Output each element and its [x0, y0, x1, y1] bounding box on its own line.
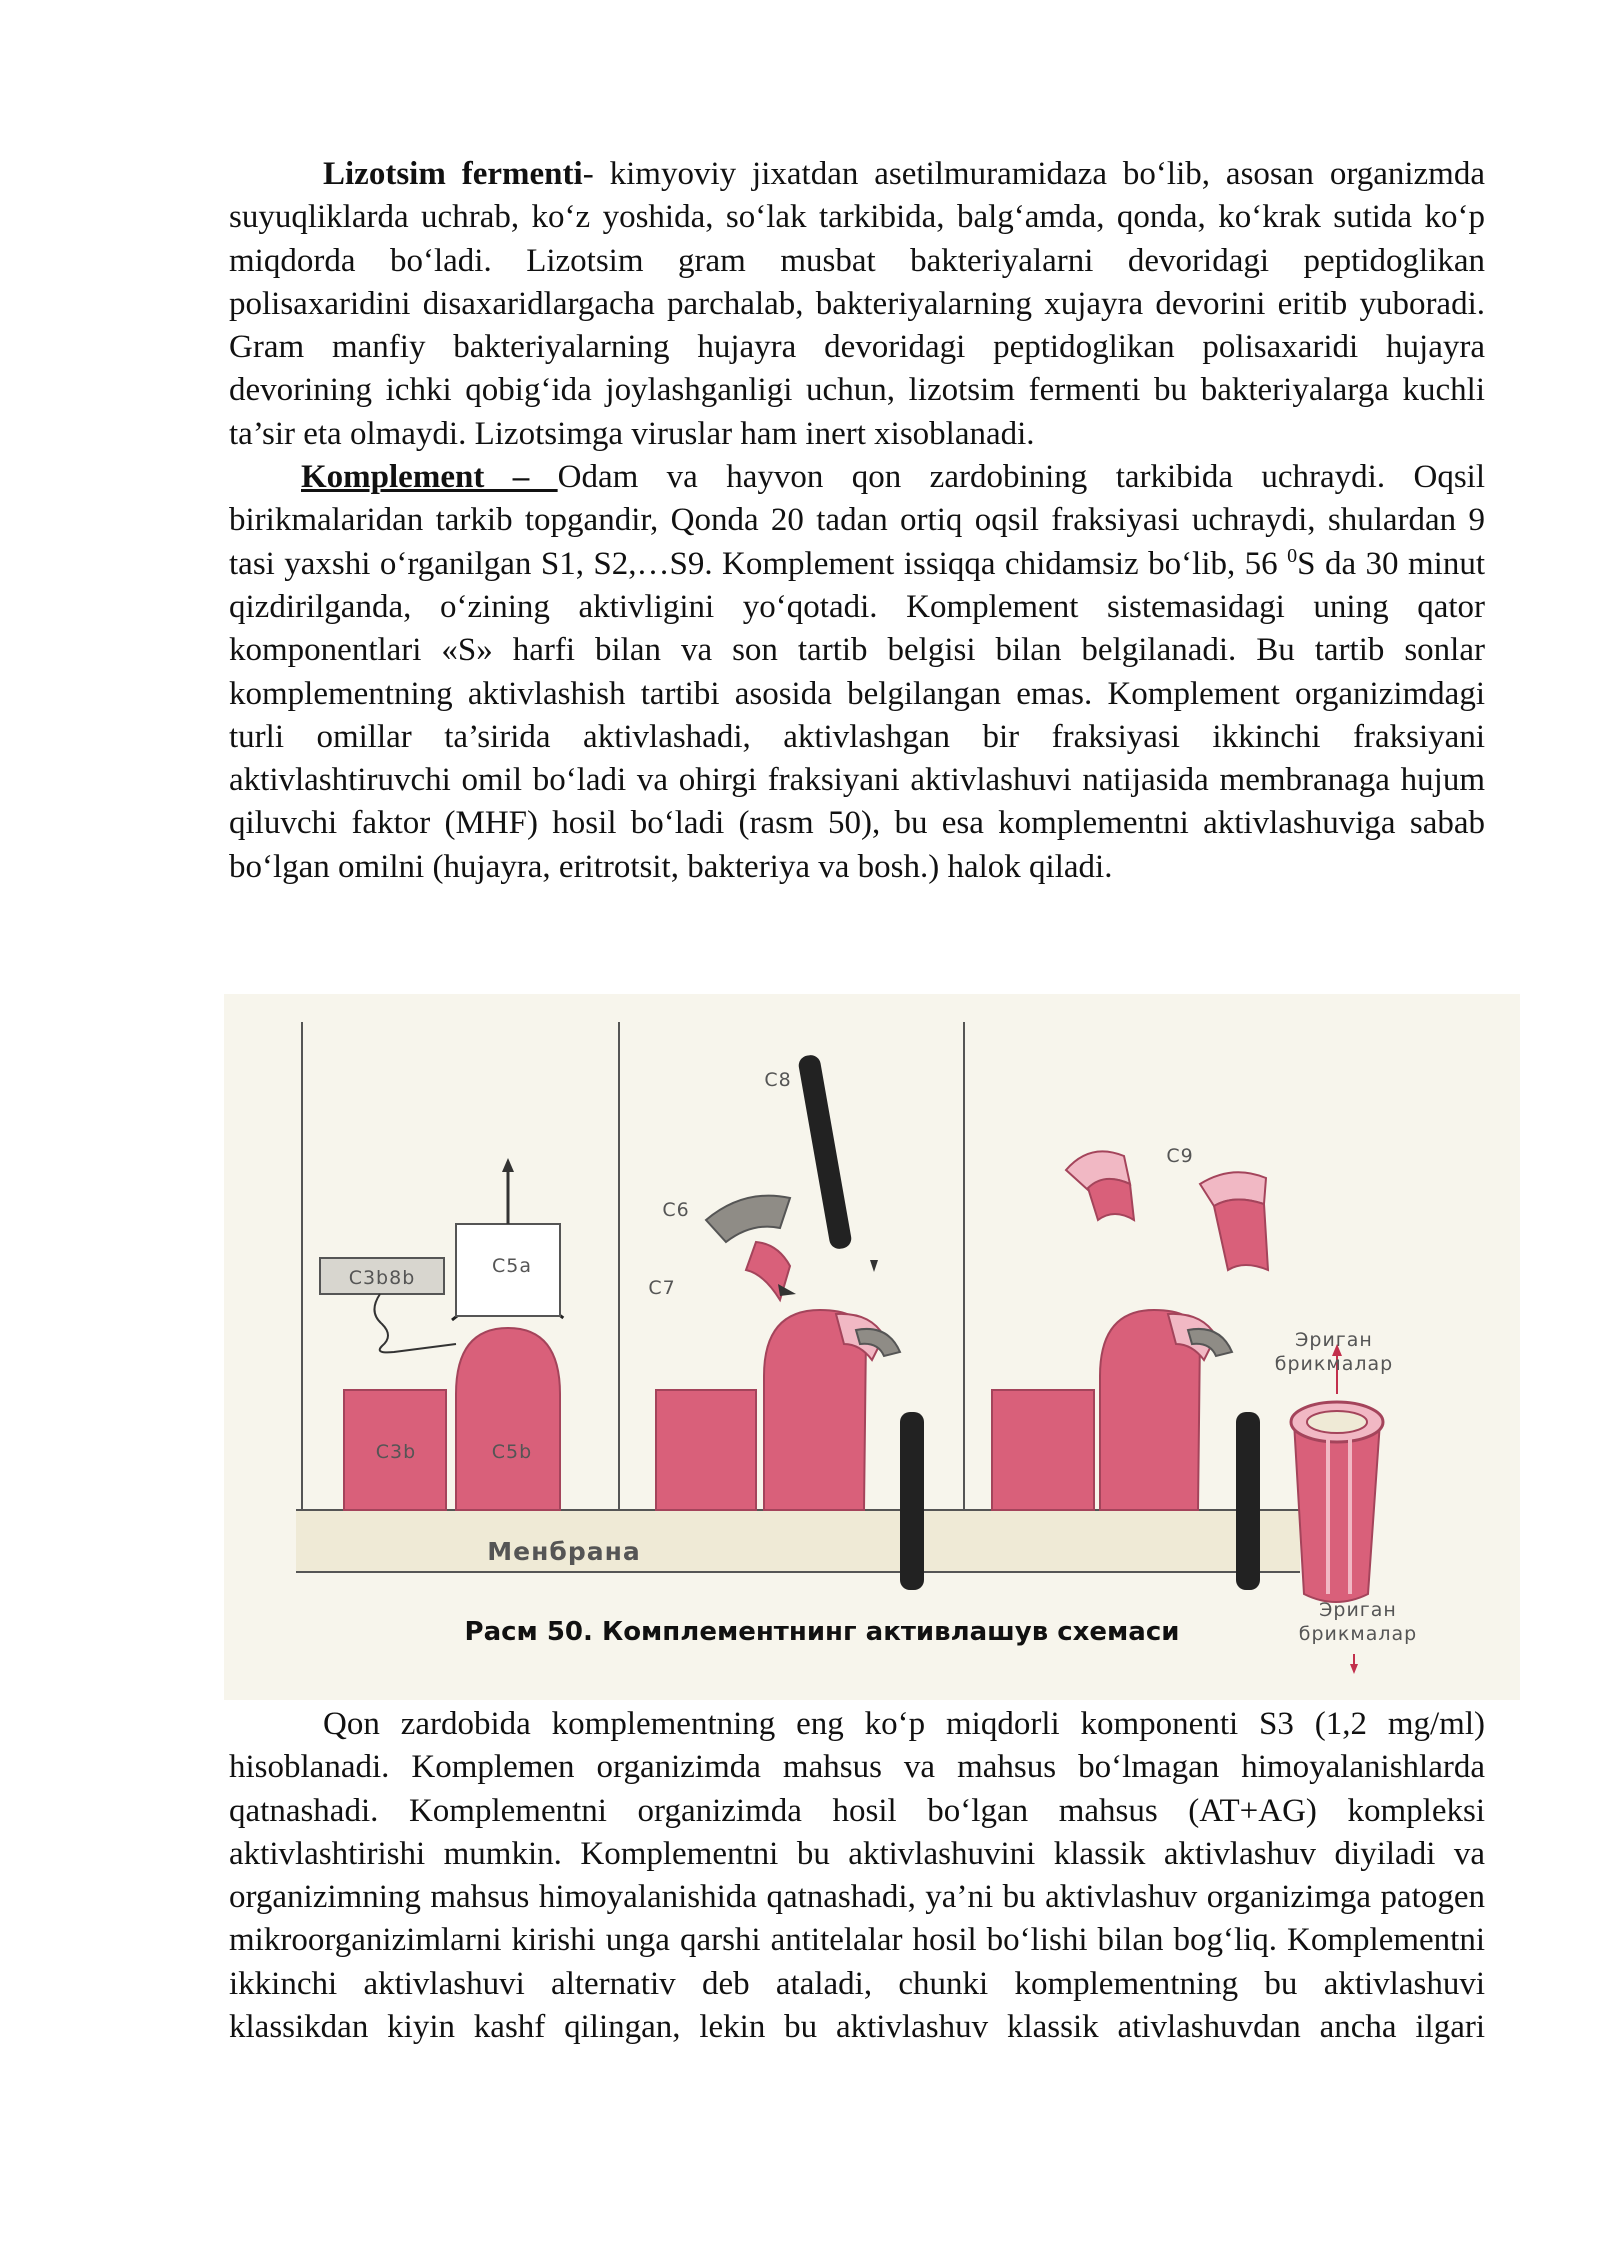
c9-fragment-2b: [1214, 1199, 1268, 1270]
paragraph-lysozyme: [229, 153, 1485, 456]
complement-diagram: [224, 994, 1520, 1700]
label-c3b8b: C3b8b: [348, 1267, 416, 1289]
c7-arrow: [778, 1284, 796, 1296]
paragraph-serum: Qon zardobida komplementning eng ko‘p miqdorli komponenti S3 (1,2 mg/ml) hisoblanadi. Komplemen organizimda mahsus va mahsus bo‘lmagan himoyalanishlarda qatnashadi. Komplementni organizimda hosil bo‘lgan mahsus (AT+AG) kompleksi aktivlashtirishi mumkin. Komplementni bu aktivlashuvini klassik aktivlashuv diyiladi va organizimning mahsus himoyalanishida qatnashadi, ya’ni bu aktivlashuv organizimga patogen mikroorganizimlarni kirishi unga qarshi antitelalar hosil bo‘lishi bilan bog‘liq. Komplementni ikkinchi aktivlashuvi alternativ deb ataladi, chunki komplementning bu aktivlashuvi klassikdan kiyin kashf qilingan, lekin bu aktivlashuv klassik ativlashuvdan ancha ilgari: [229, 1706, 1485, 2046]
paragraph-complement: [229, 456, 1485, 889]
c5b-block: [456, 1328, 560, 1510]
label-dissolved-bottom-1: Эриган: [1319, 1599, 1397, 1621]
label-c7: C7: [648, 1277, 676, 1299]
text-block-top: [229, 153, 1485, 889]
c8-inserted-3: [1236, 1412, 1260, 1590]
term-complement: Komplement –: [301, 459, 558, 496]
c5a-arrow-head: [502, 1158, 514, 1172]
c3b-block-3: [992, 1390, 1094, 1510]
degree-superscript: 0: [1287, 544, 1298, 567]
efflux-arrow-bottom-head: [1350, 1664, 1358, 1674]
term-lysozyme: Lizotsim fermenti: [323, 156, 583, 192]
label-dissolved-top-1: Эриган: [1295, 1329, 1373, 1351]
label-dissolved-bottom-2: брикмалар: [1298, 1623, 1418, 1645]
c8-arrow: [870, 1260, 878, 1272]
membrane-band: [296, 1510, 1300, 1572]
mac-pore: [1294, 1422, 1380, 1602]
label-dissolved-top-2: брикмалар: [1274, 1353, 1394, 1375]
mac-pore-opening: [1307, 1411, 1367, 1433]
label-c9: C9: [1166, 1145, 1194, 1167]
paragraph-complement-text-b: S da 30 minut qizdirilganda, o‘zining aktivligini yo‘qotadi. Komplement sistemasidagi uning qator komponentlari «S» harfi bilan va son tartib belgisi bilan belgilanadi. Bu tartib sonlar komplementning aktivlashish tartibi asosida belgilangan emas. Komplement organizimdagi turli omillar ta’sirida aktivlashadi, aktivlashgan bir fraksiyasi ikkinchi fraksiyani aktivlashtiruvchi omil bo‘ladi va ohirgi fraksiyani aktivlashuvi natijasida membranaga hujum qiluvchi faktor (MHF) hosil bo‘ladi (rasm 50), bu esa komplementni aktivlashuviga sabab bo‘lgan omilni (hujayra, eritrotsit, bakteriya va bosh.) halok qiladi.: [229, 545, 1485, 885]
text-block-bottom: [229, 1703, 1485, 2049]
c3b-block-2: [656, 1390, 756, 1510]
c9-fragment-1b: [1088, 1179, 1134, 1220]
figure-caption: Расм 50. Комплементнинг активлашув схемаси: [464, 1617, 1180, 1647]
label-c8: C8: [764, 1069, 792, 1091]
label-c6: C6: [662, 1199, 690, 1221]
figure-complement-activation: [224, 994, 1520, 1700]
c3b8b-connector: [374, 1294, 456, 1352]
c6-fragment: [706, 1196, 790, 1242]
paragraph-complement-text-a: Odam va hayvon qon zardobining tarkibida uchraydi. Oqsil birikmalaridan tarkib topgandir, Qonda 20 tadan ortiq oqsil fraksiyasi uchraydi, shulardan 9 tasi yaxshi o‘rganilgan S1, S2,…S9. Komplement issiqqa chidamsiz bo‘lib, 56: [229, 459, 1486, 582]
label-c5a: C5a: [492, 1255, 532, 1277]
paragraph-lysozyme-text: - kimyoviy jixatdan asetilmuramidaza bo‘lib, asosan organizmda suyuqliklarda uchrab, ko‘z yoshida, so‘lak tarkibida, balg‘amda, qonda, ko‘krak sutida ko‘p miqdorda bo‘ladi. Lizotsim gram musbat bakteriyalarni devoridagi peptidoglikan polisaxaridini disaxaridlargacha parchalab, bakteriyalarning xujayra devorini eritib yuboradi. Gram manfiy bakteriyalarning hujayra devoridagi peptidoglikan polisaxaridi hujayra devorining ichki qobig‘ida joylashganligi uchun, lizotsim fermenti bu bakteriyalarga kuchli ta’sir eta olmaydi. Lizotsimga viruslar ham inert xisoblanadi.: [229, 156, 1486, 452]
c8-inserted: [900, 1412, 924, 1590]
label-membrane: Менбрана: [487, 1537, 641, 1566]
c8-fragment: [797, 1054, 853, 1251]
label-c3b: C3b: [375, 1441, 417, 1463]
label-c5b: C5b: [491, 1441, 533, 1463]
